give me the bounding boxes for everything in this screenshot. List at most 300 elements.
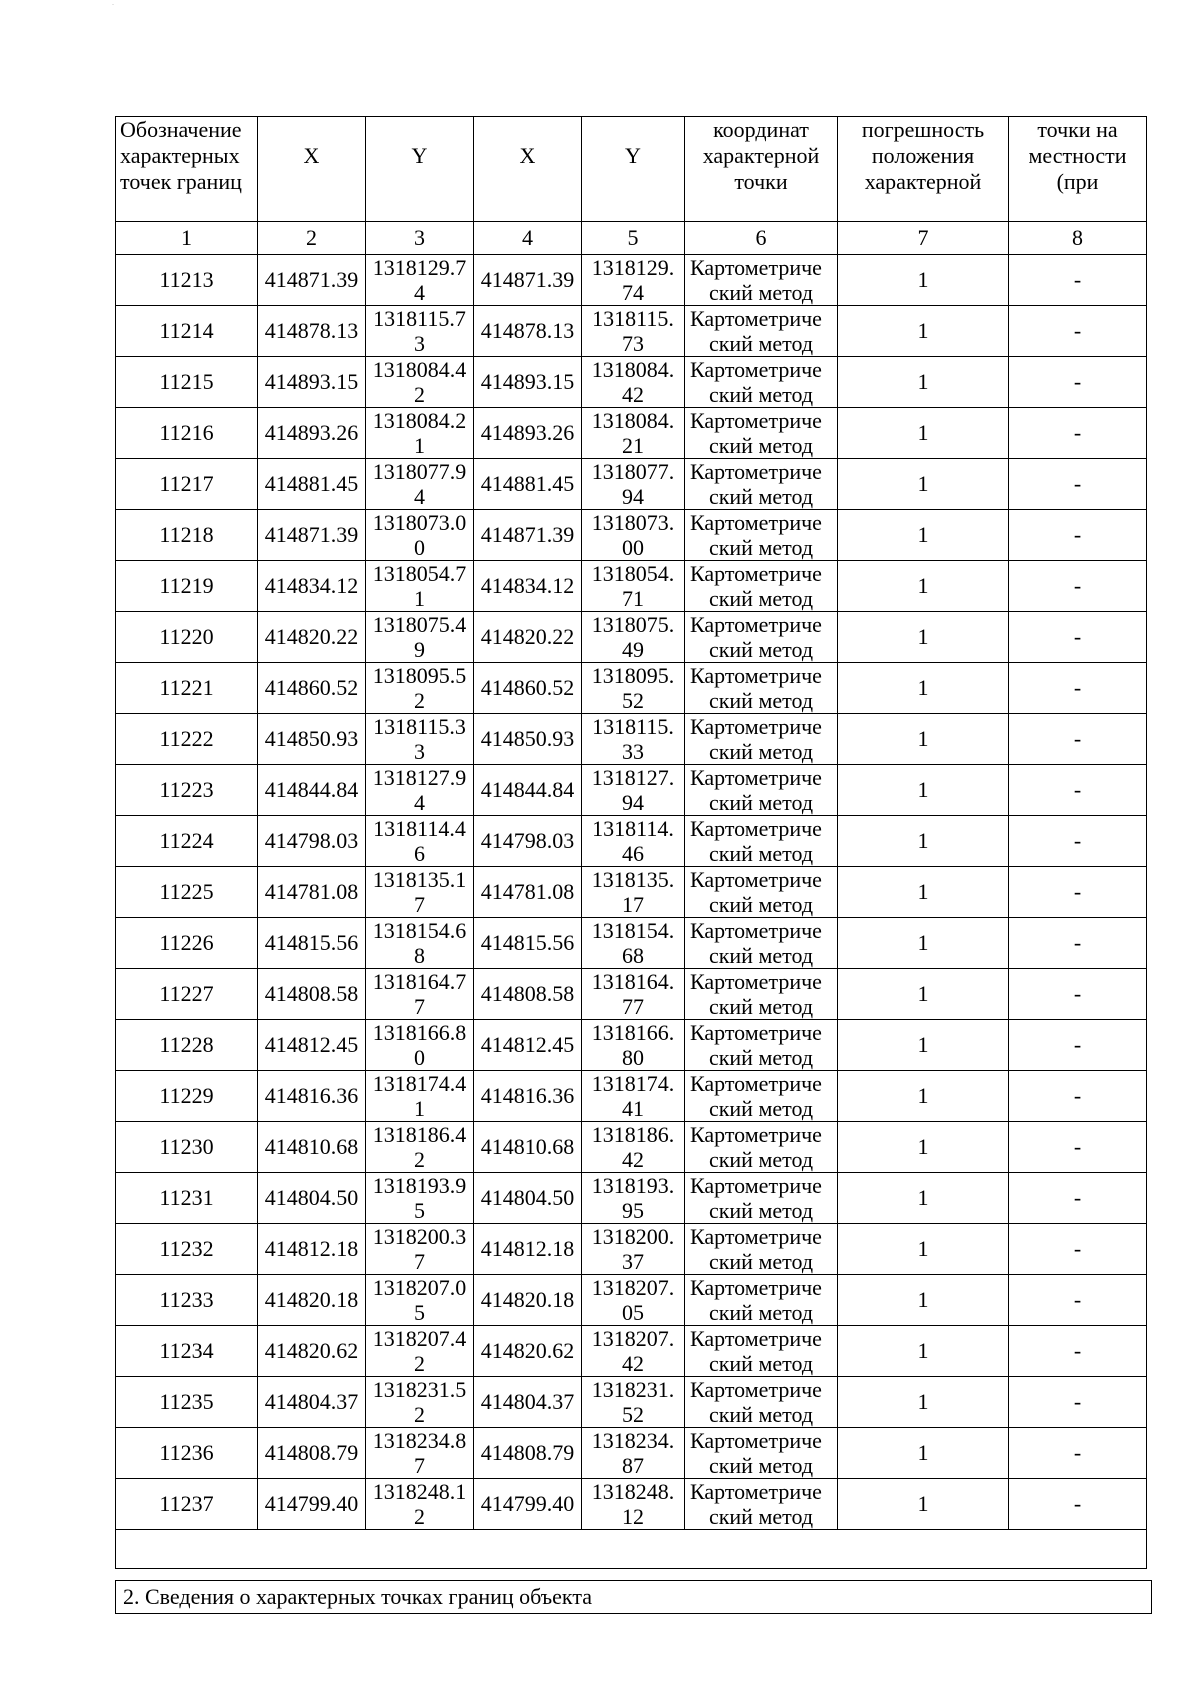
method-line2: ский метод — [708, 535, 814, 560]
method — [685, 1479, 838, 1530]
x-new: 414844.84 — [474, 765, 582, 816]
y-new-line2: 12 — [622, 1504, 644, 1529]
y-new-line1: 1318075. — [591, 612, 675, 637]
y-new-line1: 1318207. — [591, 1326, 675, 1351]
accuracy: 1 — [838, 1377, 1009, 1428]
description: - — [1009, 255, 1147, 306]
accuracy: 1 — [838, 408, 1009, 459]
method-line2: ский метод — [708, 943, 814, 968]
method — [685, 408, 838, 459]
header-x-new — [474, 117, 582, 222]
method-line1: Картометриче — [690, 663, 822, 688]
description: - — [1009, 1428, 1147, 1479]
y-existing-line1: 1318231.5 — [372, 1377, 467, 1402]
header-line: положения — [871, 143, 975, 168]
table-row — [116, 1479, 1147, 1530]
x-new: 414820.18 — [474, 1275, 582, 1326]
method — [685, 1020, 838, 1071]
header-y-existing — [366, 117, 474, 222]
y-existing-line1: 1318207.4 — [372, 1326, 467, 1351]
y-existing-line1: 1318115.7 — [373, 306, 466, 331]
accuracy: 1 — [838, 1173, 1009, 1224]
x-existing: 414844.84 — [258, 765, 366, 816]
column-number: 5 — [582, 222, 685, 255]
y-new-line1: 1318186. — [591, 1122, 675, 1147]
x-new: 414799.40 — [474, 1479, 582, 1530]
y-new — [582, 969, 685, 1020]
x-existing: 414804.50 — [258, 1173, 366, 1224]
x-new: 414850.93 — [474, 714, 582, 765]
method-line1: Картометриче — [690, 1479, 822, 1504]
method-line2: ский метод — [708, 1096, 814, 1121]
y-existing — [366, 459, 474, 510]
accuracy: 1 — [838, 510, 1009, 561]
y-existing-line1: 1318174.4 — [372, 1071, 467, 1096]
y-new-line2: 46 — [622, 841, 644, 866]
description: - — [1009, 714, 1147, 765]
header-x-existing — [258, 117, 366, 222]
method-line1: Картометриче — [690, 816, 822, 841]
table-row — [116, 1428, 1147, 1479]
y-existing-line2: 8 — [414, 943, 425, 968]
method-line1: Картометриче — [690, 561, 822, 586]
header-line: характерных — [120, 143, 240, 168]
method-line2: ский метод — [708, 280, 814, 305]
method — [685, 1428, 838, 1479]
y-existing-line2: 4 — [414, 790, 425, 815]
y-new-line2: 73 — [622, 331, 644, 356]
method-line1: Картометриче — [690, 510, 822, 535]
x-new: 414812.45 — [474, 1020, 582, 1071]
column-number: 8 — [1009, 222, 1147, 255]
y-existing-line2: 1 — [414, 586, 425, 611]
point-id: 11236 — [116, 1428, 258, 1479]
column-number: 2 — [258, 222, 366, 255]
y-existing — [366, 1275, 474, 1326]
x-new: 414808.79 — [474, 1428, 582, 1479]
accuracy: 1 — [838, 816, 1009, 867]
x-new: 414878.13 — [474, 306, 582, 357]
y-existing-line2: 1 — [414, 1096, 425, 1121]
description: - — [1009, 1224, 1147, 1275]
x-new: 414781.08 — [474, 867, 582, 918]
method-line2: ский метод — [708, 433, 814, 458]
y-existing — [366, 510, 474, 561]
method — [685, 918, 838, 969]
y-new — [582, 357, 685, 408]
y-new-line1: 1318129. — [591, 255, 675, 280]
y-new-line2: 42 — [622, 1351, 644, 1376]
y-existing — [366, 867, 474, 918]
y-new — [582, 1122, 685, 1173]
x-new: 414893.26 — [474, 408, 582, 459]
y-existing-line1: 1318075.4 — [372, 612, 467, 637]
method — [685, 1122, 838, 1173]
accuracy: 1 — [838, 1326, 1009, 1377]
y-new — [582, 714, 685, 765]
y-existing-line1: 1318114.4 — [373, 816, 466, 841]
method — [685, 1275, 838, 1326]
method-line2: ский метод — [708, 688, 814, 713]
x-new: 414812.18 — [474, 1224, 582, 1275]
x-new: 414798.03 — [474, 816, 582, 867]
point-id: 11231 — [116, 1173, 258, 1224]
y-new-line2: 94 — [622, 790, 644, 815]
header-text: X — [303, 143, 320, 168]
point-id: 11223 — [116, 765, 258, 816]
header-line: (при — [1056, 169, 1099, 194]
y-new — [582, 1020, 685, 1071]
table-row — [116, 1020, 1147, 1071]
y-existing — [366, 408, 474, 459]
method-line1: Картометриче — [690, 408, 822, 433]
x-existing: 414834.12 — [258, 561, 366, 612]
accuracy: 1 — [838, 1479, 1009, 1530]
description: - — [1009, 306, 1147, 357]
method-line2: ский метод — [708, 1453, 814, 1478]
table-row — [116, 816, 1147, 867]
method — [685, 1377, 838, 1428]
x-existing: 414871.39 — [258, 255, 366, 306]
y-existing-line2: 7 — [414, 892, 425, 917]
y-existing-line2: 0 — [414, 1045, 425, 1070]
x-existing: 414860.52 — [258, 663, 366, 714]
y-new-line2: 37 — [622, 1249, 644, 1274]
y-existing-line2: 9 — [414, 637, 425, 662]
y-existing-line2: 7 — [414, 994, 425, 1019]
method-line1: Картометриче — [690, 1326, 822, 1351]
y-new — [582, 561, 685, 612]
table-row — [116, 1275, 1147, 1326]
column-number: 3 — [366, 222, 474, 255]
method — [685, 1071, 838, 1122]
point-id: 11228 — [116, 1020, 258, 1071]
x-existing: 414798.03 — [258, 816, 366, 867]
description: - — [1009, 1326, 1147, 1377]
description: - — [1009, 1173, 1147, 1224]
header-text: X — [519, 143, 536, 168]
table-row — [116, 357, 1147, 408]
y-existing — [366, 1428, 474, 1479]
method — [685, 459, 838, 510]
accuracy: 1 — [838, 663, 1009, 714]
method-line2: ский метод — [708, 790, 814, 815]
x-existing: 414804.37 — [258, 1377, 366, 1428]
table-footer-row — [116, 1530, 1147, 1569]
header-description — [1009, 117, 1147, 222]
y-new-line1: 1318115. — [592, 306, 674, 331]
y-new-line2: 41 — [622, 1096, 644, 1121]
y-new-line1: 1318114. — [592, 816, 674, 841]
y-new — [582, 408, 685, 459]
method — [685, 1173, 838, 1224]
table-row — [116, 1326, 1147, 1377]
x-new: 414881.45 — [474, 459, 582, 510]
point-id: 11216 — [116, 408, 258, 459]
y-existing-line1: 1318127.9 — [372, 765, 467, 790]
y-new-line2: 77 — [622, 994, 644, 1019]
y-existing-line2: 0 — [414, 535, 425, 560]
description: - — [1009, 1479, 1147, 1530]
y-new — [582, 1428, 685, 1479]
x-existing: 414820.18 — [258, 1275, 366, 1326]
y-new-line2: 94 — [622, 484, 644, 509]
x-existing: 414820.62 — [258, 1326, 366, 1377]
point-id: 11221 — [116, 663, 258, 714]
y-new-line1: 1318248. — [591, 1479, 675, 1504]
header-line: местности — [1028, 143, 1127, 168]
point-id: 11213 — [116, 255, 258, 306]
method-line1: Картометриче — [690, 612, 822, 637]
description: - — [1009, 1377, 1147, 1428]
y-new — [582, 765, 685, 816]
y-existing-line2: 2 — [414, 1351, 425, 1376]
point-id: 11233 — [116, 1275, 258, 1326]
x-existing: 414820.22 — [258, 612, 366, 663]
point-id: 11220 — [116, 612, 258, 663]
y-new-line2: 33 — [622, 739, 644, 764]
y-new-line2: 52 — [622, 1402, 644, 1427]
table-row — [116, 765, 1147, 816]
y-existing — [366, 306, 474, 357]
column-number-row — [116, 222, 1147, 255]
table-row — [116, 969, 1147, 1020]
y-new — [582, 816, 685, 867]
method-line2: ский метод — [708, 1402, 814, 1427]
y-existing-line1: 1318115.3 — [373, 714, 466, 739]
table-row — [116, 561, 1147, 612]
header-method — [685, 117, 838, 222]
method — [685, 561, 838, 612]
description: - — [1009, 663, 1147, 714]
y-existing-line2: 3 — [414, 331, 425, 356]
method-line2: ский метод — [708, 892, 814, 917]
x-existing: 414893.15 — [258, 357, 366, 408]
y-new-line1: 1318077. — [591, 459, 675, 484]
y-new-line1: 1318084. — [591, 408, 675, 433]
y-existing-line2: 2 — [414, 1402, 425, 1427]
point-id: 11226 — [116, 918, 258, 969]
y-new-line1: 1318054. — [591, 561, 675, 586]
table-row — [116, 612, 1147, 663]
page-mark: - — [112, 2, 114, 8]
method-line1: Картометриче — [690, 1377, 822, 1402]
point-id: 11225 — [116, 867, 258, 918]
accuracy: 1 — [838, 1224, 1009, 1275]
method-line1: Картометриче — [690, 765, 822, 790]
y-new-line2: 21 — [622, 433, 644, 458]
y-existing-line2: 4 — [414, 280, 425, 305]
table-row — [116, 1173, 1147, 1224]
accuracy: 1 — [838, 1020, 1009, 1071]
header-point-designation — [116, 117, 258, 222]
y-existing-line2: 3 — [414, 739, 425, 764]
header-line: точек границ — [120, 169, 242, 194]
y-existing — [366, 1224, 474, 1275]
y-existing-line2: 5 — [414, 1300, 425, 1325]
header-text: Y — [411, 143, 428, 168]
method-line2: ский метод — [708, 1504, 814, 1529]
y-existing-line1: 1318200.3 — [372, 1224, 467, 1249]
method-line2: ский метод — [708, 637, 814, 662]
x-existing: 414893.26 — [258, 408, 366, 459]
method-line2: ский метод — [708, 841, 814, 866]
accuracy: 1 — [838, 969, 1009, 1020]
point-id: 11237 — [116, 1479, 258, 1530]
point-id: 11230 — [116, 1122, 258, 1173]
method-line2: ский метод — [708, 1351, 814, 1376]
table-row — [116, 714, 1147, 765]
x-existing: 414881.45 — [258, 459, 366, 510]
method — [685, 1224, 838, 1275]
y-existing-line1: 1318073.0 — [372, 510, 467, 535]
method-line2: ский метод — [708, 1198, 814, 1223]
x-existing: 414850.93 — [258, 714, 366, 765]
x-existing: 414812.18 — [258, 1224, 366, 1275]
column-number: 4 — [474, 222, 582, 255]
point-id: 11232 — [116, 1224, 258, 1275]
column-number: 7 — [838, 222, 1009, 255]
x-new: 414871.39 — [474, 510, 582, 561]
empty-cell — [116, 1530, 1147, 1569]
accuracy: 1 — [838, 1275, 1009, 1326]
y-existing-line1: 1318193.9 — [372, 1173, 467, 1198]
y-new-line2: 42 — [622, 382, 644, 407]
description: - — [1009, 357, 1147, 408]
point-id: 11222 — [116, 714, 258, 765]
y-new-line2: 00 — [622, 535, 644, 560]
method — [685, 765, 838, 816]
description: - — [1009, 1071, 1147, 1122]
y-existing — [366, 561, 474, 612]
description: - — [1009, 561, 1147, 612]
y-new — [582, 612, 685, 663]
table-row — [116, 306, 1147, 357]
description: - — [1009, 510, 1147, 561]
table-row — [116, 408, 1147, 459]
description: - — [1009, 816, 1147, 867]
x-existing: 414810.68 — [258, 1122, 366, 1173]
y-existing-line1: 1318248.1 — [372, 1479, 467, 1504]
y-new — [582, 459, 685, 510]
y-new-line2: 87 — [622, 1453, 644, 1478]
y-new-line2: 74 — [622, 280, 644, 305]
y-existing-line1: 1318077.9 — [372, 459, 467, 484]
method-line1: Картометриче — [690, 1275, 822, 1300]
x-new: 414804.50 — [474, 1173, 582, 1224]
method — [685, 969, 838, 1020]
method — [685, 510, 838, 561]
y-existing-line2: 4 — [414, 484, 425, 509]
y-new-line2: 17 — [622, 892, 644, 917]
y-existing-line1: 1318129.7 — [372, 255, 467, 280]
x-new: 414820.62 — [474, 1326, 582, 1377]
boundary-points-table — [115, 116, 1147, 1569]
description: - — [1009, 867, 1147, 918]
method-line2: ский метод — [708, 586, 814, 611]
description: - — [1009, 459, 1147, 510]
y-new — [582, 306, 685, 357]
accuracy: 1 — [838, 765, 1009, 816]
method-line1: Картометриче — [690, 1122, 822, 1147]
y-existing-line1: 1318084.4 — [372, 357, 467, 382]
table-row — [116, 1224, 1147, 1275]
header-accuracy — [838, 117, 1009, 222]
accuracy: 1 — [838, 357, 1009, 408]
y-existing-line1: 1318164.7 — [372, 969, 467, 994]
description: - — [1009, 1122, 1147, 1173]
point-id: 11235 — [116, 1377, 258, 1428]
method-line1: Картометриче — [690, 918, 822, 943]
x-new: 414871.39 — [474, 255, 582, 306]
x-existing: 414808.58 — [258, 969, 366, 1020]
x-new: 414815.56 — [474, 918, 582, 969]
y-new — [582, 1224, 685, 1275]
y-new — [582, 255, 685, 306]
method-line1: Картометриче — [690, 357, 822, 382]
accuracy: 1 — [838, 561, 1009, 612]
y-existing-line1: 1318084.2 — [372, 408, 467, 433]
table-row — [116, 867, 1147, 918]
method-line2: ский метод — [708, 1249, 814, 1274]
y-existing — [366, 1122, 474, 1173]
point-id: 11219 — [116, 561, 258, 612]
y-existing — [366, 1071, 474, 1122]
y-existing — [366, 969, 474, 1020]
y-existing — [366, 357, 474, 408]
table-row — [116, 510, 1147, 561]
method-line1: Картометриче — [690, 255, 822, 280]
y-existing — [366, 1479, 474, 1530]
header-line: точки — [734, 169, 788, 194]
x-new: 414893.15 — [474, 357, 582, 408]
y-new-line1: 1318135. — [591, 867, 675, 892]
method-line1: Картометриче — [690, 867, 822, 892]
header-line: точки на — [1037, 117, 1118, 142]
method-line1: Картометриче — [690, 459, 822, 484]
y-new — [582, 1479, 685, 1530]
table-row — [116, 918, 1147, 969]
y-existing-line1: 1318207.0 — [372, 1275, 467, 1300]
y-existing-line1: 1318234.8 — [372, 1428, 467, 1453]
point-id: 11224 — [116, 816, 258, 867]
y-existing-line2: 7 — [414, 1453, 425, 1478]
column-number: 1 — [116, 222, 258, 255]
y-existing-line2: 2 — [414, 688, 425, 713]
method-line1: Картометриче — [690, 969, 822, 994]
y-existing — [366, 1326, 474, 1377]
table-row — [116, 1122, 1147, 1173]
table-header-row — [116, 117, 1147, 222]
x-existing: 414816.36 — [258, 1071, 366, 1122]
method-line2: ский метод — [708, 1147, 814, 1172]
accuracy: 1 — [838, 1071, 1009, 1122]
point-id: 11229 — [116, 1071, 258, 1122]
x-existing: 414815.56 — [258, 918, 366, 969]
method-line2: ский метод — [708, 994, 814, 1019]
section-2-title: 2. Сведения о характерных точках границ объекта — [115, 1580, 1152, 1614]
y-existing-line2: 1 — [414, 433, 425, 458]
method-line1: Картометриче — [690, 1071, 822, 1096]
method-line1: Картометриче — [690, 306, 822, 331]
accuracy: 1 — [838, 1122, 1009, 1173]
y-new — [582, 510, 685, 561]
y-existing — [366, 1377, 474, 1428]
table-row — [116, 255, 1147, 306]
x-existing: 414799.40 — [258, 1479, 366, 1530]
method-line2: ский метод — [708, 1045, 814, 1070]
description: - — [1009, 918, 1147, 969]
